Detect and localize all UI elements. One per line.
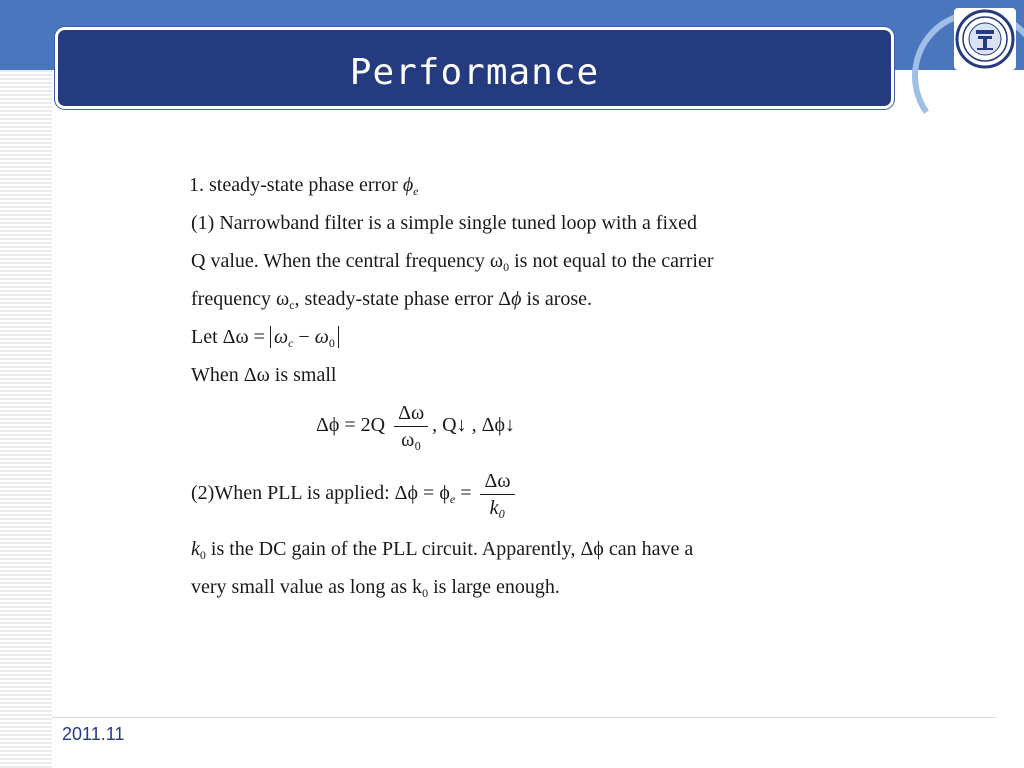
content-line: Q value. When the central frequency $\omega_0$ is not equal to the carrier <box>191 250 714 274</box>
equation-1: Δϕ = 2Q $\frac{\Delta\omega}{\text{ω₀}}$ , Q↓ , Δϕ↓ <box>316 402 515 451</box>
footer-date: 2011.11 <box>62 724 125 744</box>
content-line: frequency $\omega_c$, steady-state phase error Δϕ is arose. <box>191 288 593 312</box>
equation-2: (2)When PLL is applied: $\Delta\phi = \phi_e$ = $\frac{\Delta\omega}{\text{k₀}}$ <box>191 468 851 530</box>
content-line: very small value as long as $k_0$ is large enough. <box>191 576 560 600</box>
content-line: (1) Narrowband filter is a simple single tuned loop with a fixed <box>191 212 697 234</box>
content-line: 1. steady-state phase error $\phi_e$ <box>189 174 419 198</box>
footer-divider <box>52 717 996 718</box>
content-line: $k_0$ is the DC gain of the PLL circuit. Apparently, Δϕ can have a <box>191 538 694 562</box>
slide-content <box>191 166 851 606</box>
page-title: Performance <box>349 51 600 93</box>
left-stripes-decoration <box>0 70 52 768</box>
content-line: Let $\Delta\omega = \omega_c - \omega_0$ <box>191 318 851 356</box>
university-seal-icon <box>954 8 1016 70</box>
content-line: When Δω is small <box>191 364 337 386</box>
title-box <box>55 27 894 109</box>
